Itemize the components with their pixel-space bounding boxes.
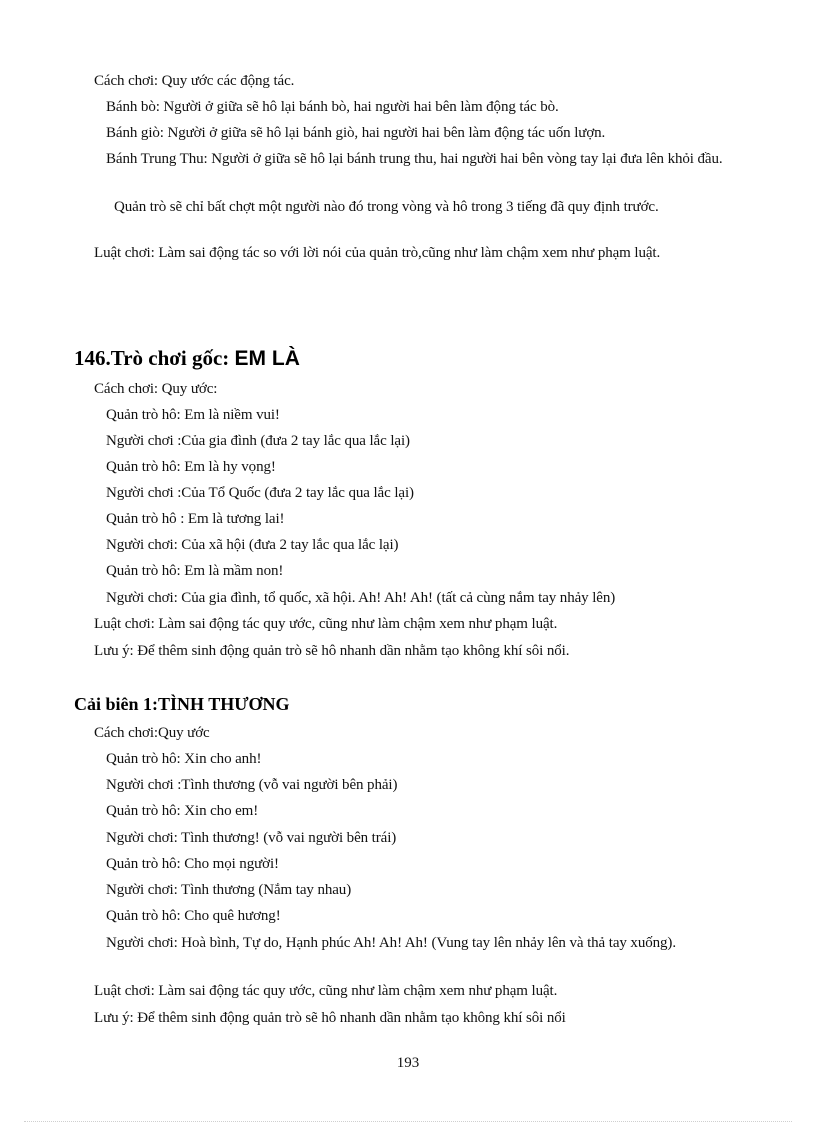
variant-1-line: Người chơi: Hoà bình, Tự do, Hạnh phúc Ah! Ah! Ah! (Vung tay lên nhảy lên và thả tay xuống). xyxy=(106,935,676,951)
paragraph-luat-choi: Luật chơi: Làm sai động tác so với lời nói của quản trò,cũng như làm chậm xem như phạm luật. xyxy=(94,245,661,261)
game-146-line: Quản trò hô: Em là mầm non! xyxy=(106,563,284,579)
variant-1-line: Người chơi: Tình thương (Nắm tay nhau) xyxy=(106,882,352,898)
variant-1-line: Luật chơi: Làm sai động tác quy ước, cũng như làm chậm xem như phạm luật. xyxy=(94,983,558,999)
heading-game-146 xyxy=(74,346,300,371)
paragraph-quan-tro: Quản trò sẽ chỉ bất chợt một người nào đó trong vòng và hô trong 3 tiếng đã quy định trước. xyxy=(114,199,659,215)
game-146-line: Cách chơi: Quy ước: xyxy=(94,381,218,397)
heading-game-146-title: EM LÀ xyxy=(234,347,300,370)
paragraph-banh-trung-thu: Bánh Trung Thu: Người ở giữa sẽ hô lại bánh trung thu, hai người hai bên vòng tay lại đưa lên khỏi đầu. xyxy=(106,151,723,167)
paragraph-banh-bo: Bánh bò: Người ở giữa sẽ hô lại bánh bò, hai người hai bên làm động tác bò. xyxy=(106,99,559,115)
game-146-line: Quản trò hô: Em là hy vọng! xyxy=(106,459,276,475)
variant-1-line: Quản trò hô: Cho quê hương! xyxy=(106,908,281,924)
page-number: 193 xyxy=(396,1055,420,1071)
variant-1-line: Cách chơi:Quy ước xyxy=(94,725,210,741)
variant-1-line: Người chơi :Tình thương (vỗ vai người bên phải) xyxy=(106,777,398,793)
game-146-line: Người chơi :Của gia đình (đưa 2 tay lắc qua lắc lại) xyxy=(106,433,410,449)
heading-variant-1-title: TÌNH THƯƠNG xyxy=(158,694,290,714)
paragraph-rules-intro: Cách chơi: Quy ước các động tác. xyxy=(94,73,295,89)
variant-1-line: Quản trò hô: Xin cho anh! xyxy=(106,751,262,767)
game-146-line: Luật chơi: Làm sai động tác quy ước, cũng như làm chậm xem như phạm luật. xyxy=(94,616,558,632)
game-146-line: Quản trò hô: Em là niềm vui! xyxy=(106,407,280,423)
heading-game-146-prefix: 146.Trò chơi gốc: xyxy=(74,346,235,370)
variant-1-line: Người chơi: Tình thương! (vỗ vai người bên trái) xyxy=(106,830,397,846)
variant-1-line: Quản trò hô: Cho mọi người! xyxy=(106,856,279,872)
variant-1-line: Quản trò hô: Xin cho em! xyxy=(106,803,259,819)
paragraph-banh-gio: Bánh giò: Người ở giữa sẽ hô lại bánh giò, hai người hai bên làm động tác uốn lượn. xyxy=(106,125,606,141)
heading-variant-1 xyxy=(74,694,290,715)
heading-variant-1-prefix: Cải biên 1: xyxy=(74,694,159,714)
game-146-line: Người chơi :Của Tổ Quốc (đưa 2 tay lắc qua lắc lại) xyxy=(106,485,414,501)
game-146-line: Quản trò hô : Em là tương lai! xyxy=(106,511,285,527)
variant-1-line: Lưu ý: Để thêm sinh động quản trò sẽ hô nhanh dần nhằm tạo không khí sôi nổi xyxy=(94,1010,566,1026)
game-146-line: Người chơi: Của xã hội (đưa 2 tay lắc qua lắc lại) xyxy=(106,537,399,553)
game-146-line: Lưu ý: Để thêm sinh động quản trò sẽ hô nhanh dần nhằm tạo không khí sôi nổi. xyxy=(94,643,570,659)
game-146-line: Người chơi: Của gia đình, tổ quốc, xã hội. Ah! Ah! Ah! (tất cả cùng nắm tay nhảy lên) xyxy=(106,590,616,606)
bottom-divider xyxy=(24,1121,792,1122)
